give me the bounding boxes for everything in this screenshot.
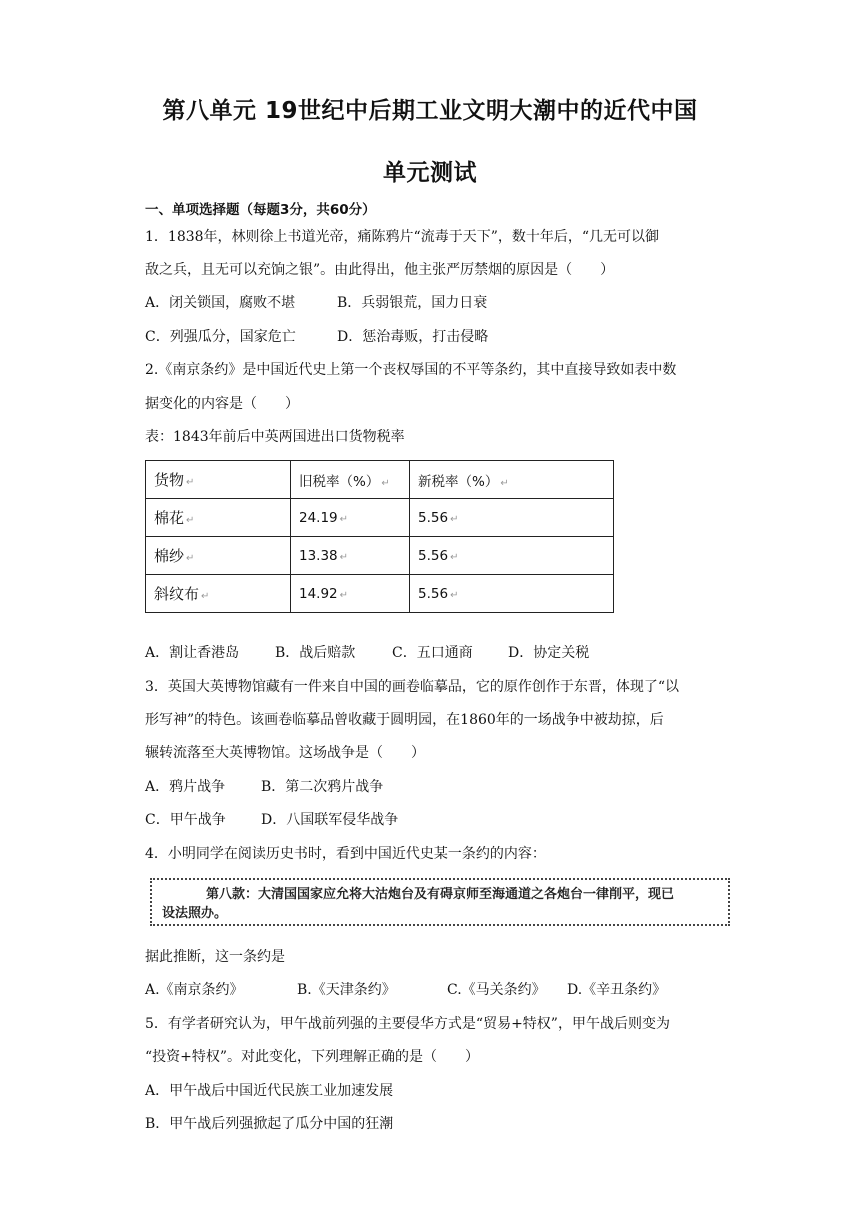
table-cell: 5.56 ↵ bbox=[410, 537, 614, 575]
question-2-options bbox=[145, 642, 589, 662]
question-5-text-line2: “投资+特权”。对此变化，下列理解正确的是（ ） bbox=[145, 1049, 480, 1065]
option-b: B．甲午战后列强掀起了瓜分中国的狂潮 bbox=[145, 1116, 394, 1132]
option-c: C.《马关条约》 bbox=[447, 982, 546, 998]
table-row bbox=[146, 537, 614, 575]
question-2-text-line1: 2.《南京条约》是中国近代史上第一个丧权辱国的不平等条约，其中直接导致如表中数 bbox=[145, 362, 677, 378]
tax-rate-table bbox=[145, 460, 614, 613]
question-5-text-line1: 5．有学者研究认为，甲午战前列强的主要侵华方式是“贸易+特权”，甲午战后则变为 bbox=[145, 1016, 670, 1032]
table-cell: 13.38 ↵ bbox=[291, 537, 410, 575]
question-3-text-line1: 3．英国大英博物馆藏有一件来自中国的画卷临摹品，它的原作创作于东晋，体现了“以 bbox=[145, 679, 680, 695]
question-1-options-row1 bbox=[145, 292, 487, 312]
option-d: D．协定关税 bbox=[508, 645, 590, 661]
table-caption: 表：1843年前后中英两国进出口货物税率 bbox=[145, 429, 405, 445]
treaty-excerpt-line2: 设法照办。 bbox=[162, 906, 228, 921]
table-row bbox=[146, 499, 614, 537]
table-cell: 5.56 ↵ bbox=[410, 499, 614, 537]
option-a: A．甲午战后中国近代民族工业加速发展 bbox=[145, 1083, 394, 1099]
page-title: 第八单元 19世纪中后期工业文明大潮中的近代中国 bbox=[162, 98, 698, 124]
table-cell: 棉花 ↵ bbox=[146, 499, 291, 537]
option-d: D．八国联军侵华战争 bbox=[261, 812, 399, 828]
question-3-options-row2 bbox=[145, 809, 398, 829]
question-4-text-line2: 据此推断，这一条约是 bbox=[145, 949, 285, 965]
table-cell: 24.19 ↵ bbox=[291, 499, 410, 537]
question-1-options-row2 bbox=[145, 326, 488, 346]
treaty-excerpt-box bbox=[150, 878, 730, 926]
option-a: A.《南京条约》 bbox=[145, 982, 244, 998]
question-4-text-line1: 4．小明同学在阅读历史书时，看到中国近代史某一条约的内容： bbox=[145, 846, 546, 862]
option-c: C．列强瓜分，国家危亡 bbox=[145, 329, 296, 345]
question-3-text-line3: 辗转流落至大英博物馆。这场战争是（ ） bbox=[145, 745, 425, 761]
question-4-options bbox=[145, 979, 666, 999]
option-b: B．兵弱银荒，国力日衰 bbox=[337, 295, 488, 311]
option-a: A．割让香港岛 bbox=[145, 645, 240, 661]
option-b: B．战后赔款 bbox=[275, 645, 356, 661]
option-d: D．惩治毒贩，打击侵略 bbox=[337, 329, 489, 345]
table-cell: 斜纹布 ↵ bbox=[146, 575, 291, 613]
question-3-options-row1 bbox=[145, 776, 383, 796]
question-1-text-line2: 敌之兵，且无可以充饷之银”。由此得出，他主张严厉禁烟的原因是（ ） bbox=[145, 262, 615, 278]
table-cell: 5.56 ↵ bbox=[410, 575, 614, 613]
section-heading: 一、单项选择题（每题3分，共60分） bbox=[145, 202, 376, 218]
question-3-text-line2: 形写神”的特色。该画卷临摹品曾收藏于圆明园，在1860年的一场战争中被劫掠，后 bbox=[145, 712, 664, 728]
option-c: C．甲午战争 bbox=[145, 812, 226, 828]
table-header-row bbox=[146, 461, 614, 499]
option-a: A．闭关锁国，腐败不堪 bbox=[145, 295, 296, 311]
table-cell: 14.92 ↵ bbox=[291, 575, 410, 613]
table-row bbox=[146, 575, 614, 613]
option-b: B.《天津条约》 bbox=[297, 982, 396, 998]
option-d: D.《辛丑条约》 bbox=[567, 982, 667, 998]
option-c: C．五口通商 bbox=[392, 645, 473, 661]
table-header-cell: 旧税率（%） ↵ bbox=[291, 461, 410, 499]
question-2-text-line2: 据变化的内容是（ ） bbox=[145, 396, 299, 412]
option-b: B．第二次鸦片战争 bbox=[261, 779, 384, 795]
question-1-text-line1: 1．1838年，林则徐上书道光帝，痛陈鸦片“流毒于天下”，数十年后，“几无可以御 bbox=[145, 229, 660, 245]
page-subtitle: 单元测试 bbox=[383, 160, 477, 186]
table-cell: 棉纱 ↵ bbox=[146, 537, 291, 575]
treaty-excerpt-line1: 第八款：大清国国家应允将大沽炮台及有碍京师至海通道之各炮台一律削平，现已 bbox=[206, 887, 675, 902]
table-header-cell: 新税率（%） ↵ bbox=[410, 461, 614, 499]
option-a: A．鸦片战争 bbox=[145, 779, 226, 795]
table-header-cell: 货物 ↵ bbox=[146, 461, 291, 499]
